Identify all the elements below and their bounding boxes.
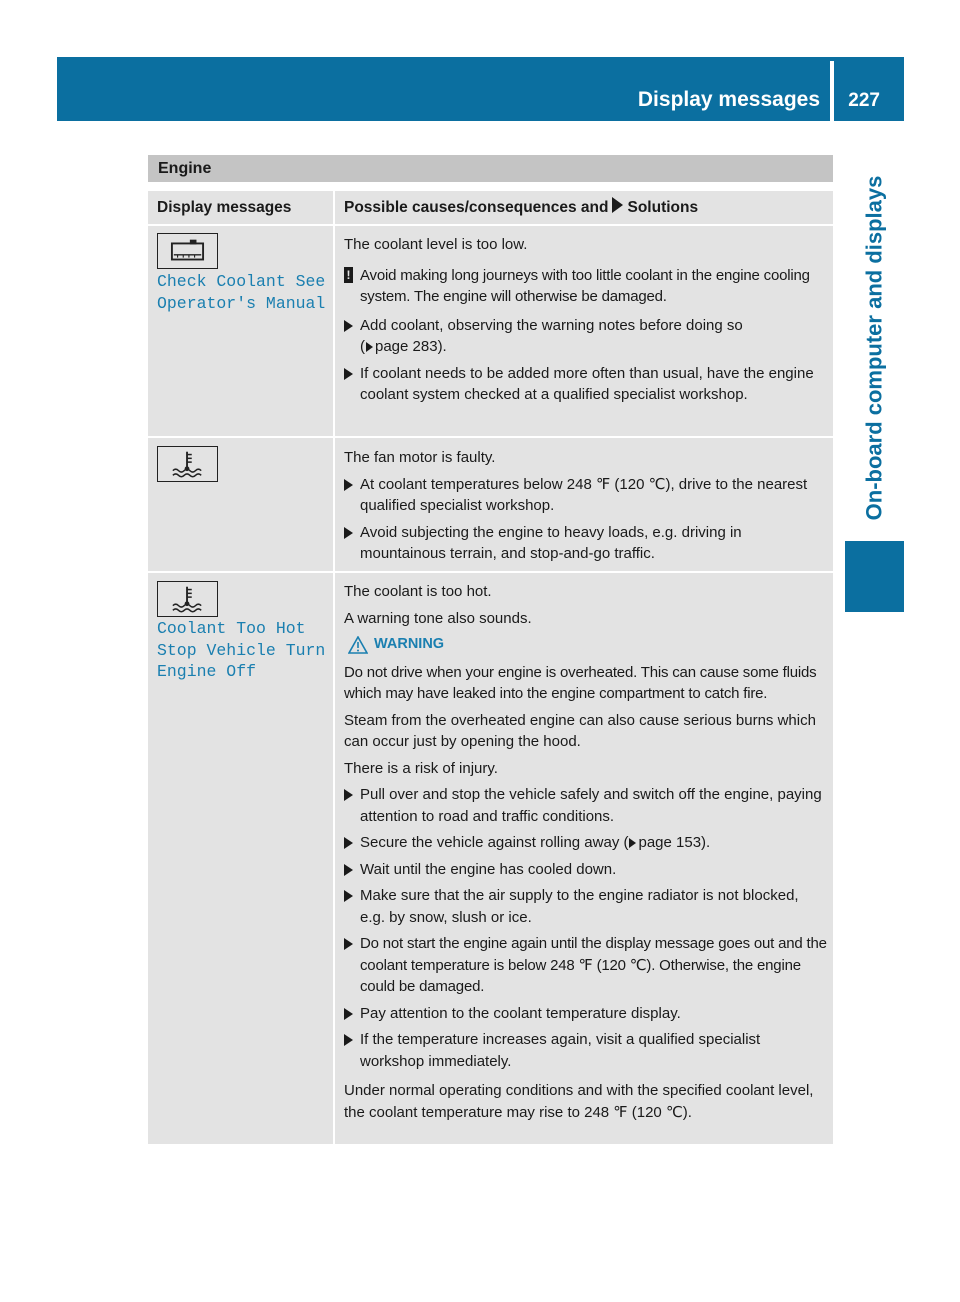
step-text: Make sure that the air supply to the engine radiator is not blocked, e.g. by snow, slush or ice. [360, 887, 799, 926]
table-header-col1 [148, 191, 333, 224]
page-ref-icon [629, 838, 636, 848]
table-row-1-solutions [335, 226, 833, 436]
col1-header-text: Display messages [157, 199, 292, 216]
step-text: If coolant needs to be added more often than usual, have the engine coolant system checked at a qualified specialist workshop. [360, 364, 814, 403]
warning-label: WARNING [374, 636, 445, 652]
lcd-message [157, 271, 325, 314]
side-tab-label [836, 168, 913, 528]
warning-heading [348, 634, 827, 656]
solutions-arrow-icon [612, 197, 623, 213]
step-text: Pay attention to the coolant temperature display. [360, 1004, 681, 1022]
step-text: Add coolant, observing the warning notes before doing so [360, 316, 743, 334]
coolant-temperature-icon [157, 446, 218, 482]
side-tab-block [845, 541, 904, 612]
lcd-line: Engine Off [157, 662, 257, 681]
table-row-2-display [148, 438, 333, 571]
cause-text: The coolant is too hot. [344, 583, 492, 600]
step-text: Do not start the engine again until the display message goes out and the coolant temperature is below 248 ℉ (120 ℃). Otherwise, the engine could be damaged. [360, 935, 827, 995]
header-divider [830, 61, 834, 121]
step-text-b: page 153). [638, 834, 711, 851]
closing-text: Under normal operating conditions and with the specified coolant level, the coolant temperature may rise to 248 ℉ (120 ℃). [344, 1082, 814, 1121]
lcd-line: Operator's Manual [157, 293, 326, 313]
solution-cell [344, 581, 827, 1128]
table-row-3-display [148, 573, 333, 1144]
step-item [344, 474, 827, 517]
step-text: If the temperature increases again, visit a qualified specialist workshop immediately. [360, 1031, 761, 1070]
table-row-1-display [148, 226, 333, 436]
step-arrow-icon [344, 1034, 353, 1046]
step-item [344, 363, 827, 406]
notice-text: Avoid making long journeys with too little coolant in the engine cooling system. The engine will otherwise be damaged. [360, 266, 810, 305]
table-row-3-solutions [335, 573, 833, 1144]
lcd-line: Stop Vehicle Turn [157, 640, 326, 660]
step-item [344, 859, 827, 881]
col2-header-text [335, 191, 833, 224]
page-ref-icon [366, 342, 373, 352]
step-text-a: Secure the vehicle against rolling away ( [360, 834, 629, 851]
step-item [344, 784, 827, 827]
step-arrow-icon [344, 789, 353, 801]
warning-text: Steam from the overheated engine can also cause serious burns which can occur just by opening the hood. [344, 711, 816, 750]
header-title: Display messages [637, 88, 820, 111]
step-item [344, 522, 827, 565]
step-arrow-icon [344, 320, 353, 332]
step-arrow-icon [344, 527, 353, 539]
notice-item [344, 265, 827, 308]
lcd-line: Coolant Too Hot [157, 619, 306, 638]
step-item [344, 933, 827, 998]
notice-icon: ! [344, 267, 353, 283]
warning-text: Do not drive when your engine is overheated. This can cause some fluids which may have leaked into the engine compartment to catch fire. [344, 663, 817, 702]
cause-text: The coolant level is too low. [344, 236, 528, 253]
cause-text: The fan motor is faulty. [344, 449, 496, 466]
lcd-message [157, 618, 325, 683]
table-header-col2 [335, 191, 833, 224]
step-arrow-icon [344, 1008, 353, 1020]
col2-header-a: Possible causes/consequences and [344, 199, 609, 216]
side-tab-text: On-board computer and displays [861, 175, 887, 521]
step-ref-b: page 283). [375, 338, 447, 355]
table-row-2-solutions [335, 438, 833, 571]
step-item [344, 832, 827, 854]
step-item [344, 885, 827, 928]
page-number: 227 [848, 90, 880, 111]
step-text: At coolant temperatures below 248 ℉ (120 ℃), drive to the nearest qualified specialist workshop. [360, 475, 808, 514]
step-arrow-icon [344, 837, 353, 849]
warning-text: There is a risk of injury. [344, 759, 498, 777]
step-item [344, 1003, 827, 1025]
step-arrow-icon [344, 368, 353, 380]
step-arrow-icon [344, 938, 353, 950]
step-text: Wait until the engine has cooled down. [360, 860, 617, 878]
cause-text: A warning tone also sounds. [344, 609, 532, 627]
step-arrow-icon [344, 890, 353, 902]
solution-cell [344, 234, 827, 411]
col2-header-b: Solutions [627, 199, 699, 216]
coolant-temperature-icon [157, 581, 218, 617]
step-arrow-icon [344, 864, 353, 876]
step-item [344, 1029, 827, 1072]
coolant-reservoir-icon [157, 233, 218, 269]
page-header-bar [57, 57, 904, 121]
step-item [344, 315, 827, 358]
solution-cell [344, 447, 827, 570]
step-text: Pull over and stop the vehicle safely and switch off the engine, paying attention to road and traffic conditions. [360, 786, 822, 825]
step-text: Avoid subjecting the engine to heavy loads, e.g. driving in mountainous terrain, and stop-and-go traffic. [360, 523, 742, 562]
warning-triangle-icon [348, 636, 368, 654]
step-ref-a: ( [360, 338, 365, 355]
step-arrow-icon [344, 479, 353, 491]
section-title: Engine [148, 155, 833, 182]
lcd-line: Check Coolant See [157, 272, 326, 291]
